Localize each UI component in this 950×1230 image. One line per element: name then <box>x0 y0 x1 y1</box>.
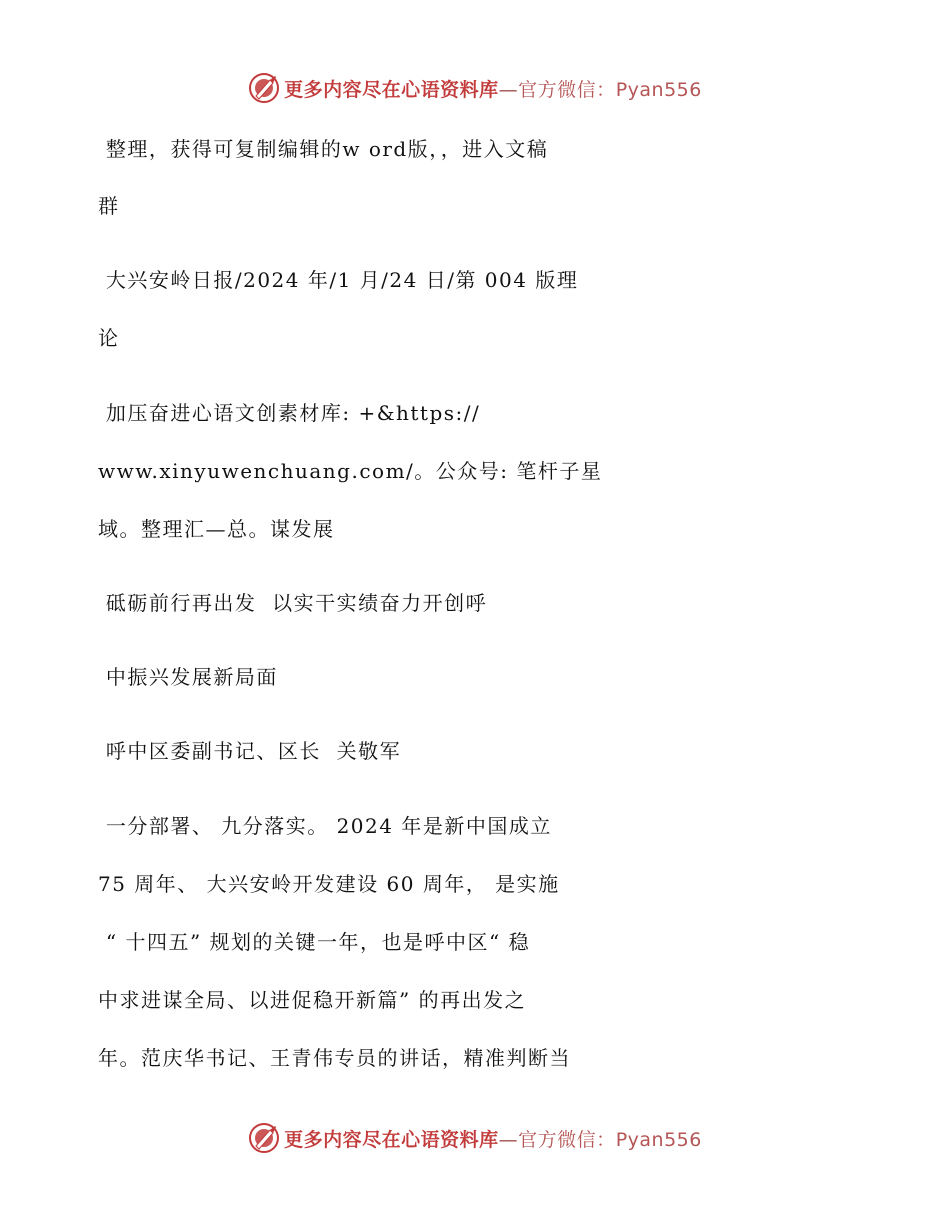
text-line: 域。整理汇—总。谋发展 <box>98 517 335 541</box>
text-line: 一分部署、 九分落实。 2024 年是新中国成立 <box>98 814 552 838</box>
text-line: 中求进谋全局、以进促稳开新篇” 的再出发之 <box>98 988 527 1012</box>
watermark-separator: — <box>498 1128 519 1151</box>
text-line: 整理，获得可复制编辑的w ord版，，进入文稿 <box>98 137 549 161</box>
text-line: 75 周年、 大兴安岭开发建设 60 周年， 是实施 <box>98 872 560 896</box>
watermark-wechat-label: 官方微信： <box>518 1128 616 1151</box>
watermark-header <box>0 72 950 104</box>
text-line: “ 十四五” 规划的关键一年，也是呼中区“ 稳 <box>98 930 531 954</box>
quill-seal-icon <box>248 72 280 104</box>
text-line: 大兴安岭日报/2024 年/1 月/24 日/第 004 版理 <box>98 268 579 292</box>
text-line: 加压奋进心语文创素材库: +&https:// <box>98 401 481 425</box>
watermark-footer <box>0 1122 950 1154</box>
watermark-separator: — <box>498 78 519 101</box>
watermark-site-text: 更多内容尽在心语资料库 <box>284 78 499 101</box>
watermark-wechat-label: 官方微信： <box>518 78 616 101</box>
byline: 呼中区委副书记、区长 关敬军 <box>98 739 402 763</box>
text-line: 年。范庆华书记、王青伟专员的讲话，精准判断当 <box>98 1046 571 1070</box>
quill-seal-icon <box>248 1122 280 1154</box>
heading-line: 中振兴发展新局面 <box>98 665 278 689</box>
watermark-wechat-id: Pyan556 <box>615 78 702 101</box>
text-line: 论 <box>98 326 120 350</box>
text-line: 群 <box>98 194 120 218</box>
text-line: www.xinyuwenchuang.com/。公众号: 笔杆子星 <box>98 459 603 483</box>
watermark-wechat-id: Pyan556 <box>615 1128 702 1151</box>
heading-line: 砥砺前行再出发 以实干实绩奋力开创呼 <box>98 591 488 615</box>
watermark-site-text: 更多内容尽在心语资料库 <box>284 1128 499 1151</box>
